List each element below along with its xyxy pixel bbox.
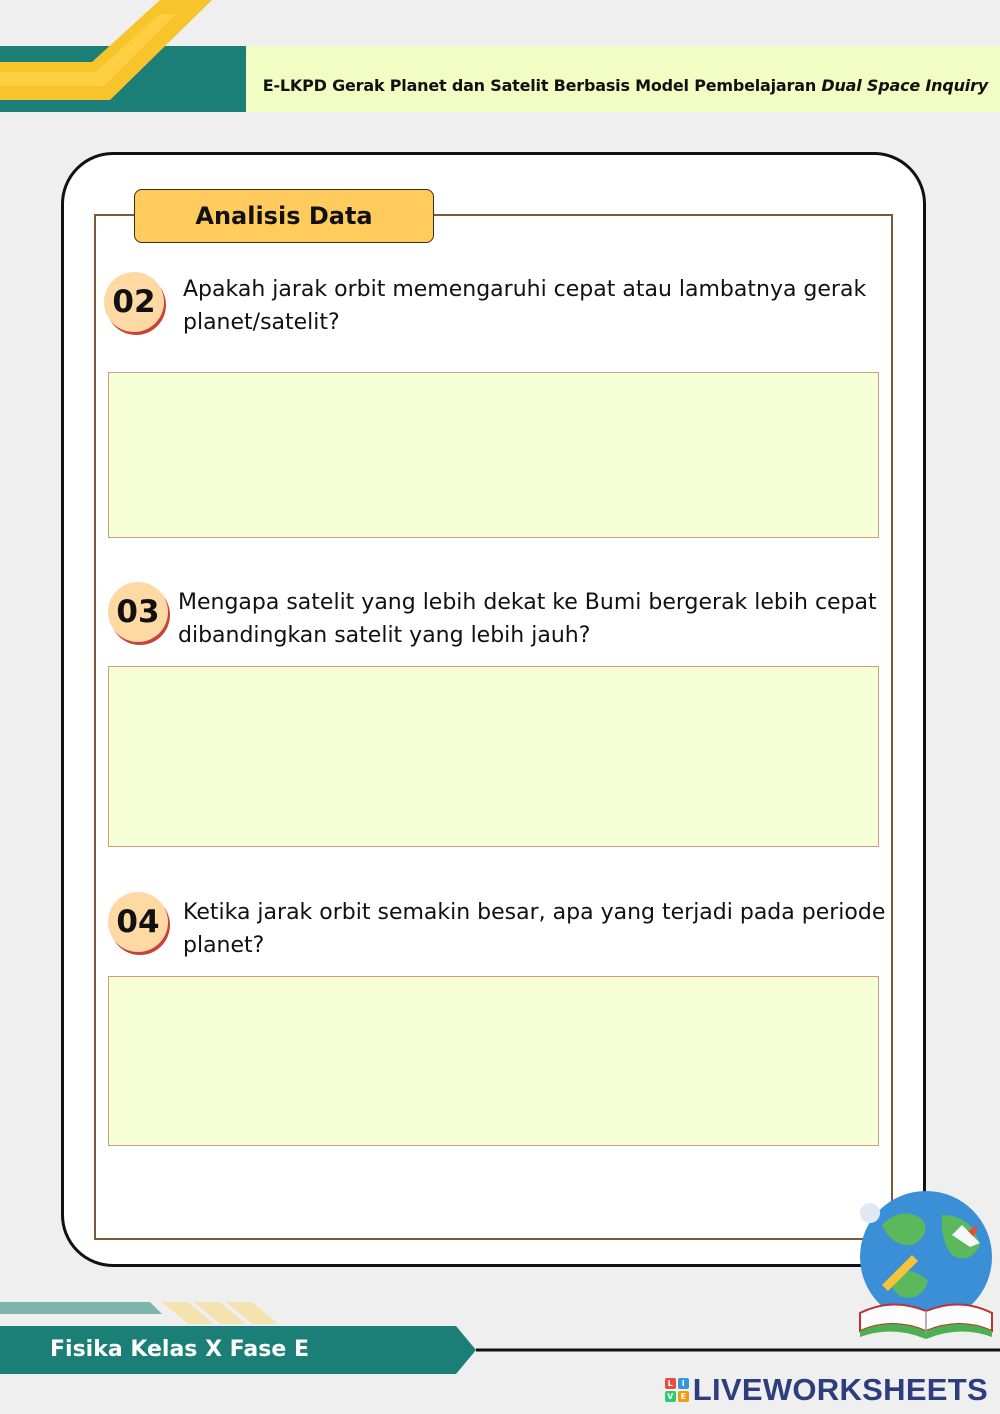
- question-text: [183, 273, 866, 339]
- question-text: [178, 586, 877, 652]
- footer-label: Fisika Kelas X Fase E: [50, 1337, 309, 1362]
- logo-letter: L: [665, 1378, 676, 1389]
- header-title-italic: Dual Space Inquiry: [821, 76, 988, 95]
- header-stripe-decoration: [0, 0, 260, 115]
- liveworksheets-wordmark: LIVEWORKSHEETS: [692, 1372, 988, 1407]
- question-number-badge: 02: [104, 272, 164, 332]
- question-line: planet/satelit?: [183, 310, 340, 335]
- question-number-badge: 04: [108, 892, 168, 952]
- question-line: dibandingkan satelit yang lebih jauh?: [178, 623, 591, 648]
- logo-letter: I: [678, 1378, 689, 1389]
- header-title: E-LKPD Gerak Planet dan Satelit Berbasis Model Pembelajaran Dual Space Inquiry: [262, 76, 988, 95]
- logo-letter: E: [678, 1391, 689, 1402]
- section-title: Analisis Data: [134, 189, 434, 243]
- answer-box-02[interactable]: [108, 372, 879, 538]
- answer-box-04[interactable]: [108, 976, 879, 1146]
- answer-box-03[interactable]: [108, 666, 879, 847]
- liveworksheets-brand[interactable]: [665, 1372, 988, 1408]
- question-line: Ketika jarak orbit semakin besar, apa yang terjadi pada periode: [183, 900, 886, 925]
- question-line: Mengapa satelit yang lebih dekat ke Bumi bergerak lebih cepat: [178, 590, 877, 615]
- question-text: [183, 896, 885, 962]
- question-line: Apakah jarak orbit memengaruhi cepat atau lambatnya gerak: [183, 277, 867, 302]
- logo-letter: V: [665, 1391, 676, 1402]
- question-line: planet?: [183, 933, 265, 958]
- question-number-badge: 03: [108, 582, 168, 642]
- liveworksheets-logo-icon: [665, 1378, 689, 1402]
